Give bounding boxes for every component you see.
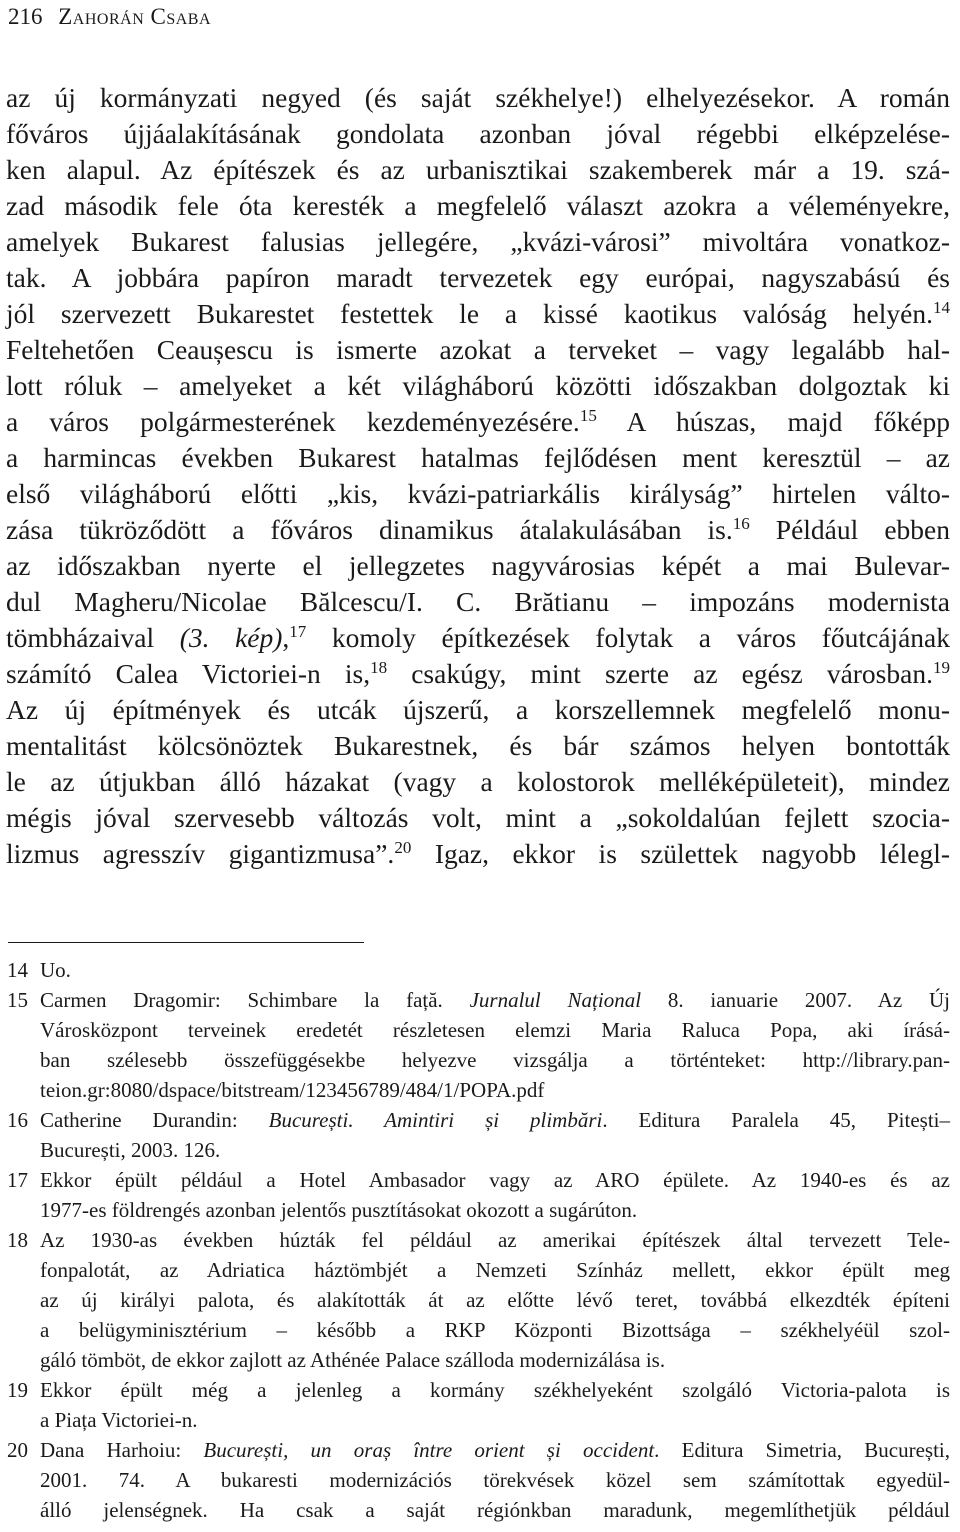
body-line: tak. A jobbára papíron maradt tervezetek egy európai, nagyszabású és <box>6 262 950 293</box>
body-line: a harmincas években Bukarest hatalmas fejlődésen ment keresztül – az <box>6 442 950 473</box>
body-line: tömbházaival (3. kép),$^{17}$ komoly építkezések folytak a város főutcájának <box>6 621 950 653</box>
footnote-number: 15 <box>7 988 28 1012</box>
footnote-line: București, 2003. 126. <box>40 1138 221 1162</box>
footnote-line: a belügyminisztérium – később a RKP Központi Bizottsága – székhelyéül szol- <box>40 1318 950 1342</box>
footnote-line: 1977-es földrengés azonban jelentős pusztításokat okozott a sugárúton. <box>40 1198 638 1222</box>
body-line: Feltehetően Ceaușescu is ismerte azokat a terveket – vagy legalább hal- <box>6 334 950 365</box>
body-line: lott róluk – amelyeket a két világháború közötti időszakban dolgoztak ki <box>6 370 950 401</box>
footnote-ref: 18 <box>370 657 388 677</box>
footnote-ref: 14 <box>932 297 950 317</box>
footnote-line: álló jelenségnek. Ha csak a saját régiónkban maradunk, megemlíthetjük például <box>40 1498 950 1522</box>
body-line: az időszakban nyerte el jellegzetes nagyvárosias képét a mai Bulevar- <box>6 550 950 581</box>
body-line: le az útjukban álló házakat (vagy a kolostorok melléképületeit), mindez <box>6 766 950 797</box>
footnote-number: 17 <box>7 1168 28 1192</box>
footnote-line: Carmen Dragomir: Schimbare la față. Jurnalul Național 8. ianuarie 2007. Az Új <box>40 988 950 1012</box>
body-line: számító Calea Victoriei-n is,$^{18}$ csakúgy, mint szerte az egész városban.$^{19}$ <box>6 657 950 689</box>
body-line: zad második fele óta keresték a megfelelő választ azokra a véleményekre, <box>6 190 950 221</box>
footnote-line: teion.gr:8080/dspace/bitstream/123456789/484/1/POPA.pdf <box>40 1078 545 1102</box>
footnote-line: a Piața Victoriei-n. <box>40 1408 198 1432</box>
body-line: zása tükröződött a főváros dinamikus átalakulásában is.$^{16}$ Például ebben <box>6 513 950 545</box>
footnote-line: ban szélesebb összefüggésekbe helyezve vizsgálja a történteket: http://library.pan- <box>40 1048 950 1072</box>
body-line: első világháború előtti „kis, kvázi-patriarkális királyság” hirtelen válto- <box>6 478 950 509</box>
footnote-line: Dana Harhoiu: București, un oraș între orient și occident. Editura Simetria, București, <box>40 1438 950 1462</box>
footnote-line: Catherine Durandin: București. Amintiri și plimbări. Editura Paralela 45, Pitești– <box>40 1108 950 1132</box>
footnote-line: Ekkor épült még a jelenleg a kormány székhelyeként szolgáló Victoria-palota is <box>40 1378 950 1402</box>
figure-ref: (3. kép) <box>179 622 283 653</box>
footnote-ref: 20 <box>394 837 412 857</box>
footnote-line: az új királyi palota, és alakították át az előtte lévő teret, továbbá elkezdték építeni <box>40 1288 950 1312</box>
body-line: az új kormányzati negyed (és saját székhelye!) elhelyezésekor. A román <box>6 82 950 113</box>
body-line: mégis jóval szervesebb változás volt, mint a „sokoldalúan fejlett szocia- <box>6 802 950 833</box>
body-line: mentalitást kölcsönöztek Bukarestnek, és bár számos helyen bontották <box>6 730 950 761</box>
running-head-author: Zahorán Csaba <box>58 4 212 29</box>
footnote-line: Uo. <box>40 958 71 982</box>
footnote-number: 18 <box>7 1228 28 1252</box>
footnote-number: 14 <box>7 958 28 982</box>
body-line: jól szervezett Bukarestet festettek le a kissé kaotikus valóság helyén.$^{14}$ <box>6 297 950 329</box>
footnote-ref: 19 <box>932 657 950 677</box>
body-line: lizmus agresszív gigantizmusa”.$^{20}$ Igaz, ekkor is születtek nagyobb lélegl- <box>6 837 950 869</box>
footnote-ref: 17 <box>289 621 307 641</box>
footnote-line: fonpalotát, az Adriatica háztömbjét a Nemzeti Színház mellett, ekkor épült meg <box>40 1258 950 1282</box>
body-line: amelyek Bukarest falusias jellegére, „kvázi-városi” mivoltára vonatkoz- <box>6 226 950 257</box>
footnote-separator <box>8 942 364 943</box>
body-line: dul Magheru/Nicolae Bălcescu/I. C. Brătianu – impozáns modernista <box>6 586 950 617</box>
footnote-number: 19 <box>7 1378 28 1402</box>
footnote-number: 20 <box>7 1438 28 1462</box>
page-number: 216 <box>8 4 43 29</box>
footnote-line: Városközpont terveinek eredetét részletesen elemzi Maria Raluca Popa, aki írásá- <box>40 1018 950 1042</box>
footnote-ref: 15 <box>579 405 597 425</box>
footnote-line: Az 1930-as években húzták fel például az amerikai építészek által tervezett Tele- <box>40 1228 950 1252</box>
footnote-ref: 16 <box>732 513 750 533</box>
footnote-number: 16 <box>7 1108 28 1132</box>
footnote-line: gáló tömböt, de ekkor zajlott az Athénée Palace szálloda modernizálása is. <box>40 1348 666 1372</box>
running-header <box>8 2 211 32</box>
body-line: Az új építmények és utcák újszerű, a korszellemnek megfelelő monu- <box>6 694 950 725</box>
footnote-line: 2001. 74. A bukaresti modernizációs törekvések közel sem számítottak egyedül- <box>40 1468 950 1492</box>
body-line: ken alapul. Az építészek és az urbanisztikai szakemberek már a 19. szá- <box>6 154 950 185</box>
body-line: a város polgármesterének kezdeményezésére.$^{15}$ A húszas, majd főképp <box>6 405 950 437</box>
body-line: főváros újjáalakításának gondolata azonban jóval régebbi elképzelése- <box>6 118 950 149</box>
footnote-line: Ekkor épült például a Hotel Ambasador vagy az ARO épülete. Az 1940-es és az <box>40 1168 950 1192</box>
